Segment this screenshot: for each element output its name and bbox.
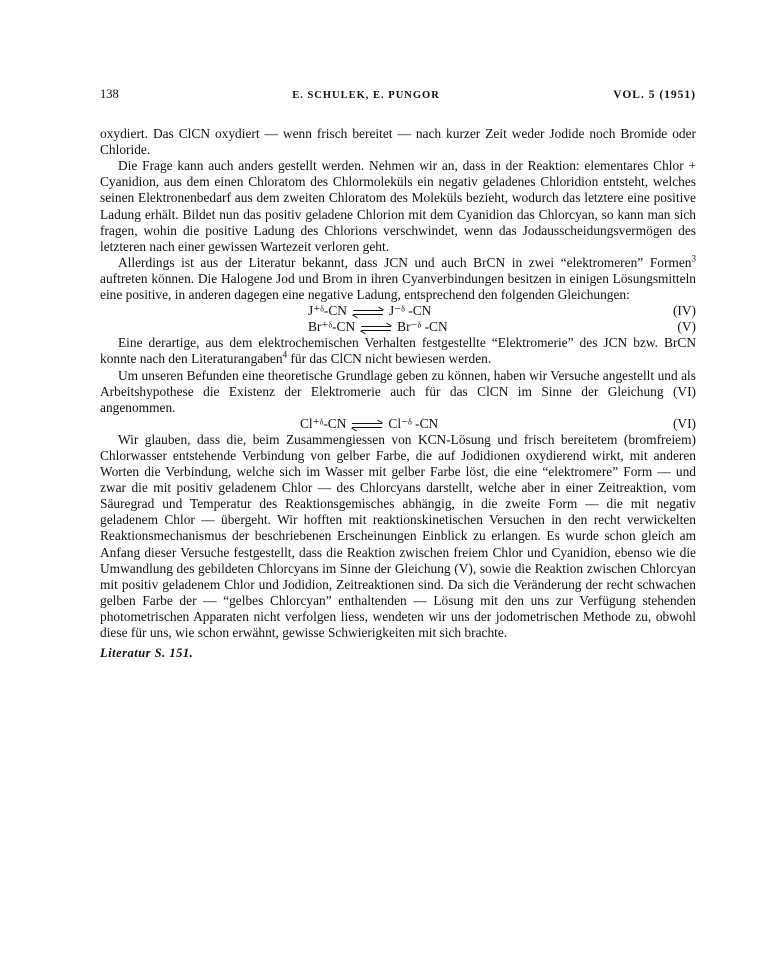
equilibrium-arrow-icon — [359, 323, 393, 333]
equation-vi: Cl⁺ᵟ-CN Cl⁻ᵟ -CN (VI) — [300, 415, 696, 431]
footnote-ref-4[interactable]: 4 — [282, 349, 288, 360]
running-header — [100, 86, 696, 104]
equation-label-iv: (IV) — [672, 303, 696, 319]
equation-label-v: (V) — [677, 319, 696, 335]
footnote-literatur[interactable]: Literatur S. 151. — [100, 646, 194, 661]
running-head-authors: E. SCHULEK, E. PUNGOR — [292, 90, 440, 101]
paragraph-4: Eine derartige, aus dem elektrochemischen Verhalten festgestellte “Elektromerie” des JCN bzw. BrCN konnte nach den Literaturangaben$^4$ für das ClCN nicht bewiesen werden. — [100, 335, 696, 367]
paragraph-5: Um unseren Befunden eine theoretische Grundlage geben zu können, haben wir Versuche angestellt und als Arbeitshypothese die Existenz der Elektromerie auch für das ClCN im Sinne der Gleichung (VI) angenommen. — [100, 367, 696, 415]
volume-label: VOL. 5 (1951) — [613, 89, 696, 101]
equilibrium-arrow-icon — [351, 307, 385, 317]
equation-label-vi: (VI) — [672, 415, 696, 431]
equation-v: Br⁺ᵟ-CN Br⁻ᵟ -CN (V) — [308, 319, 696, 335]
paragraph-1: oxydiert. Das ClCN oxydiert — wenn frisch bereitet — nach kurzer Zeit weder Jodide noch Bromide oder Chloride. — [100, 126, 696, 158]
equation-iv: J⁺ᵟ-CN J⁻ᵟ -CN (IV) — [308, 303, 696, 319]
paragraph-6: Wir glauben, dass die, beim Zusammengiessen von KCN-Lösung und frisch bereitetem (bromfreiem) Chlorwasser entstehende Verbindung von gelber Farbe, die auf Jodidionen oxydierend wirkt, mit anderen Worten die Verbindung, welche sich im Wasser mit gelber Farbe löst, die eine “elektromere” Form — und zwar die mit positiv geladenem Chlor — des Chlorcyans darstellt, welche aber in einer Zeitreaktion, vom Säuregrad und Temperatur des Reaktionsgemisches abhängig, in die zweite Form — die mit negativ geladenem Chlor — übergeht. Wir hofften mit reaktionskinetischen Versuchen in den recht verwickelten Reaktionsmechanismus der beschriebenen Erscheinungen Einblick zu erlangen. Es wurde schon gleich am Anfang dieser Versuche festgestellt, dass die Reaktion zwischen freiem Chlor und Cyanidion, ebenso wie die Umwandlung des gebildeten Chlorcyans im Sinne der Gleichung (V), sowie die Reaktion zwischen Chlorcyan mit positiv geladenem Chlor und Jodidion, Zeitreaktionen sind. Da sich die Veränderung der recht schwachen gelben Farbe der — “gelbes Chlorcyan” enthaltenden — Lösung mit den uns zur Verfügung stehenden photometrischen Apparaten nicht verfolgen liess, wendeten wir uns der jodometrischen Methode zu, obwohl diese für uns, wie schon erwähnt, gewisse Schwierigkeiten mit sich brachte. — [100, 431, 696, 640]
paragraph-2: Die Frage kann auch anders gestellt werden. Nehmen wir an, dass in der Reaktion: elementares Chlor + Cyanidion, aus dem einen Chloratom des Chlormoleküls ein negativ geladenes Chloridion entsteht, welches seinen Elektronenbedarf aus dem zweiten Chloratom des Moleküls bezieht, wodurch das letztere eine positive Ladung erhält. Bildet nun das positiv geladene Chlorion mit dem Cyanidion das Chlorcyan, so kann man sich fragen, wohin die positive Ladung des Chlorions verschwindet, wenn das Jodausscheidungsvermögen des letzteren nach einer gewissen Wartezeit verloren geht. — [100, 158, 696, 254]
page-number: 138 — [100, 87, 119, 101]
footnote-ref-3[interactable]: 3 — [691, 253, 696, 264]
paragraph-3: Allerdings ist aus der Literatur bekannt, dass JCN und auch BrCN in zwei “elektromeren” Formen$^3$ auftreten können. Die Halogene Jod und Brom in ihren Cyanverbindungen besitzen in einigen Lösungsmitteln eine positive, in anderen dagegen eine negative Ladung, entsprechend den folgenden Gleichungen: — [100, 253, 696, 303]
page — [100, 86, 696, 661]
equilibrium-arrow-icon — [350, 420, 384, 430]
